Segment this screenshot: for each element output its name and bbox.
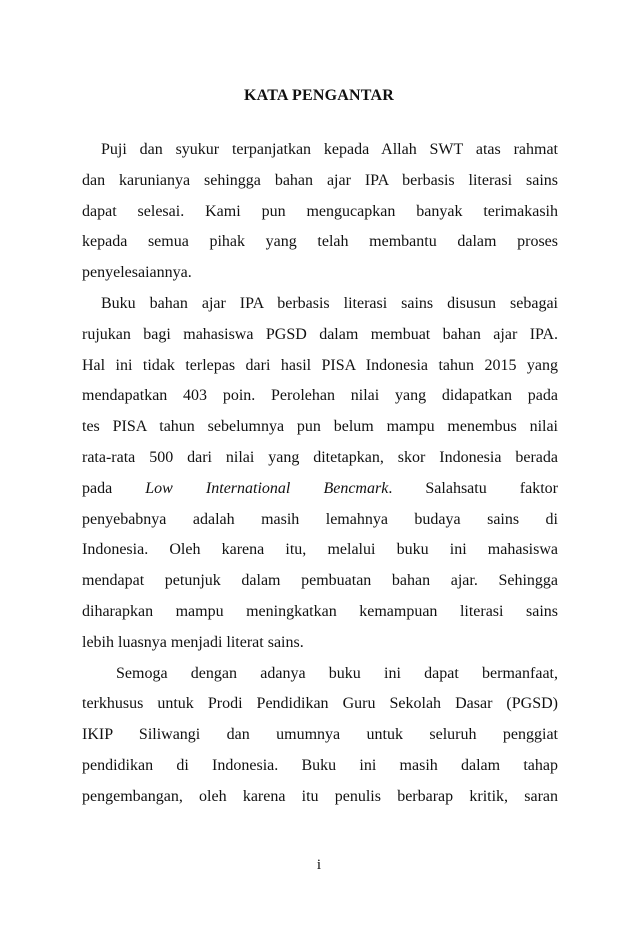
page-title: KATA PENGANTAR: [244, 87, 394, 104]
paragraph-3-line-4: pendidikan di Indonesia. Buku ini masih dalam tahap: [82, 756, 558, 774]
body-text: [82, 135, 558, 813]
paragraph-2-line-8: penyebabnya adalah masih lemahnya budaya sains di: [82, 510, 558, 528]
paragraph-2-line-3: Hal ini tidak terlepas dari hasil PISA Indonesia tahun 2015 yang: [82, 356, 558, 374]
paragraph-1-line-2: dan karunianya sehingga bahan ajar IPA berbasis literasi sains: [82, 171, 558, 189]
paragraph-2-line-1: Buku bahan ajar IPA berbasis literasi sains disusun sebagai: [101, 294, 558, 312]
paragraph-2-line-9: Indonesia. Oleh karena itu, melalui buku ini mahasiswa: [82, 541, 558, 559]
paragraph-2-line-10: mendapat petunjuk dalam pembuatan bahan ajar. Sehingga: [82, 572, 558, 590]
paragraph-1-line-5: penyelesaiannya.: [82, 264, 192, 282]
paragraph-2-line-4: mendapatkan 403 poin. Perolehan nilai yang didapatkan pada: [82, 387, 558, 405]
paragraph-2-line-12: lebih luasnya menjadi literat sains.: [82, 633, 304, 651]
paragraph-3-line-2: terkhusus untuk Prodi Pendidikan Guru Sekolah Dasar (PGSD): [82, 695, 558, 713]
paragraph-1-line-1: Puji dan syukur terpanjatkan kepada Allah SWT atas rahmat: [101, 141, 558, 158]
paragraph-2-line-7: [82, 474, 558, 505]
paragraph-3-line-1: Semoga dengan adanya buku ini dapat bermanfaat,: [116, 664, 558, 682]
paragraph-2-line-11: diharapkan mampu meningkatkan kemampuan literasi sains: [82, 602, 558, 620]
paragraph-1-line-4: kepada semua pihak yang telah membantu dalam proses: [82, 233, 558, 251]
paragraph-1-line-3: dapat selesai. Kami pun mengucapkan banyak terimakasih: [82, 202, 558, 220]
line-pada-post: . Salahsatu faktor: [388, 479, 558, 497]
paragraph-3-line-3: IKIP Siliwangi dan umumnya untuk seluruh penggiat: [82, 726, 558, 744]
paragraph-2-line-2: rujukan bagi mahasiswa PGSD dalam membuat bahan ajar IPA.: [82, 325, 558, 343]
paragraph-2-line-6: rata-rata 500 dari nilai yang ditetapkan, skor Indonesia berada: [82, 448, 558, 466]
italic-term: Low International Bencmark: [145, 479, 389, 497]
page-number: i: [316, 857, 322, 873]
paragraph-2-line-5: tes PISA tahun sebelumnya pun belum mampu menembus nilai: [82, 418, 558, 436]
line-pada-pre: pada: [82, 479, 113, 497]
paragraph-3-line-5: pengembangan, oleh karena itu penulis berbarap kritik, saran: [82, 787, 558, 805]
